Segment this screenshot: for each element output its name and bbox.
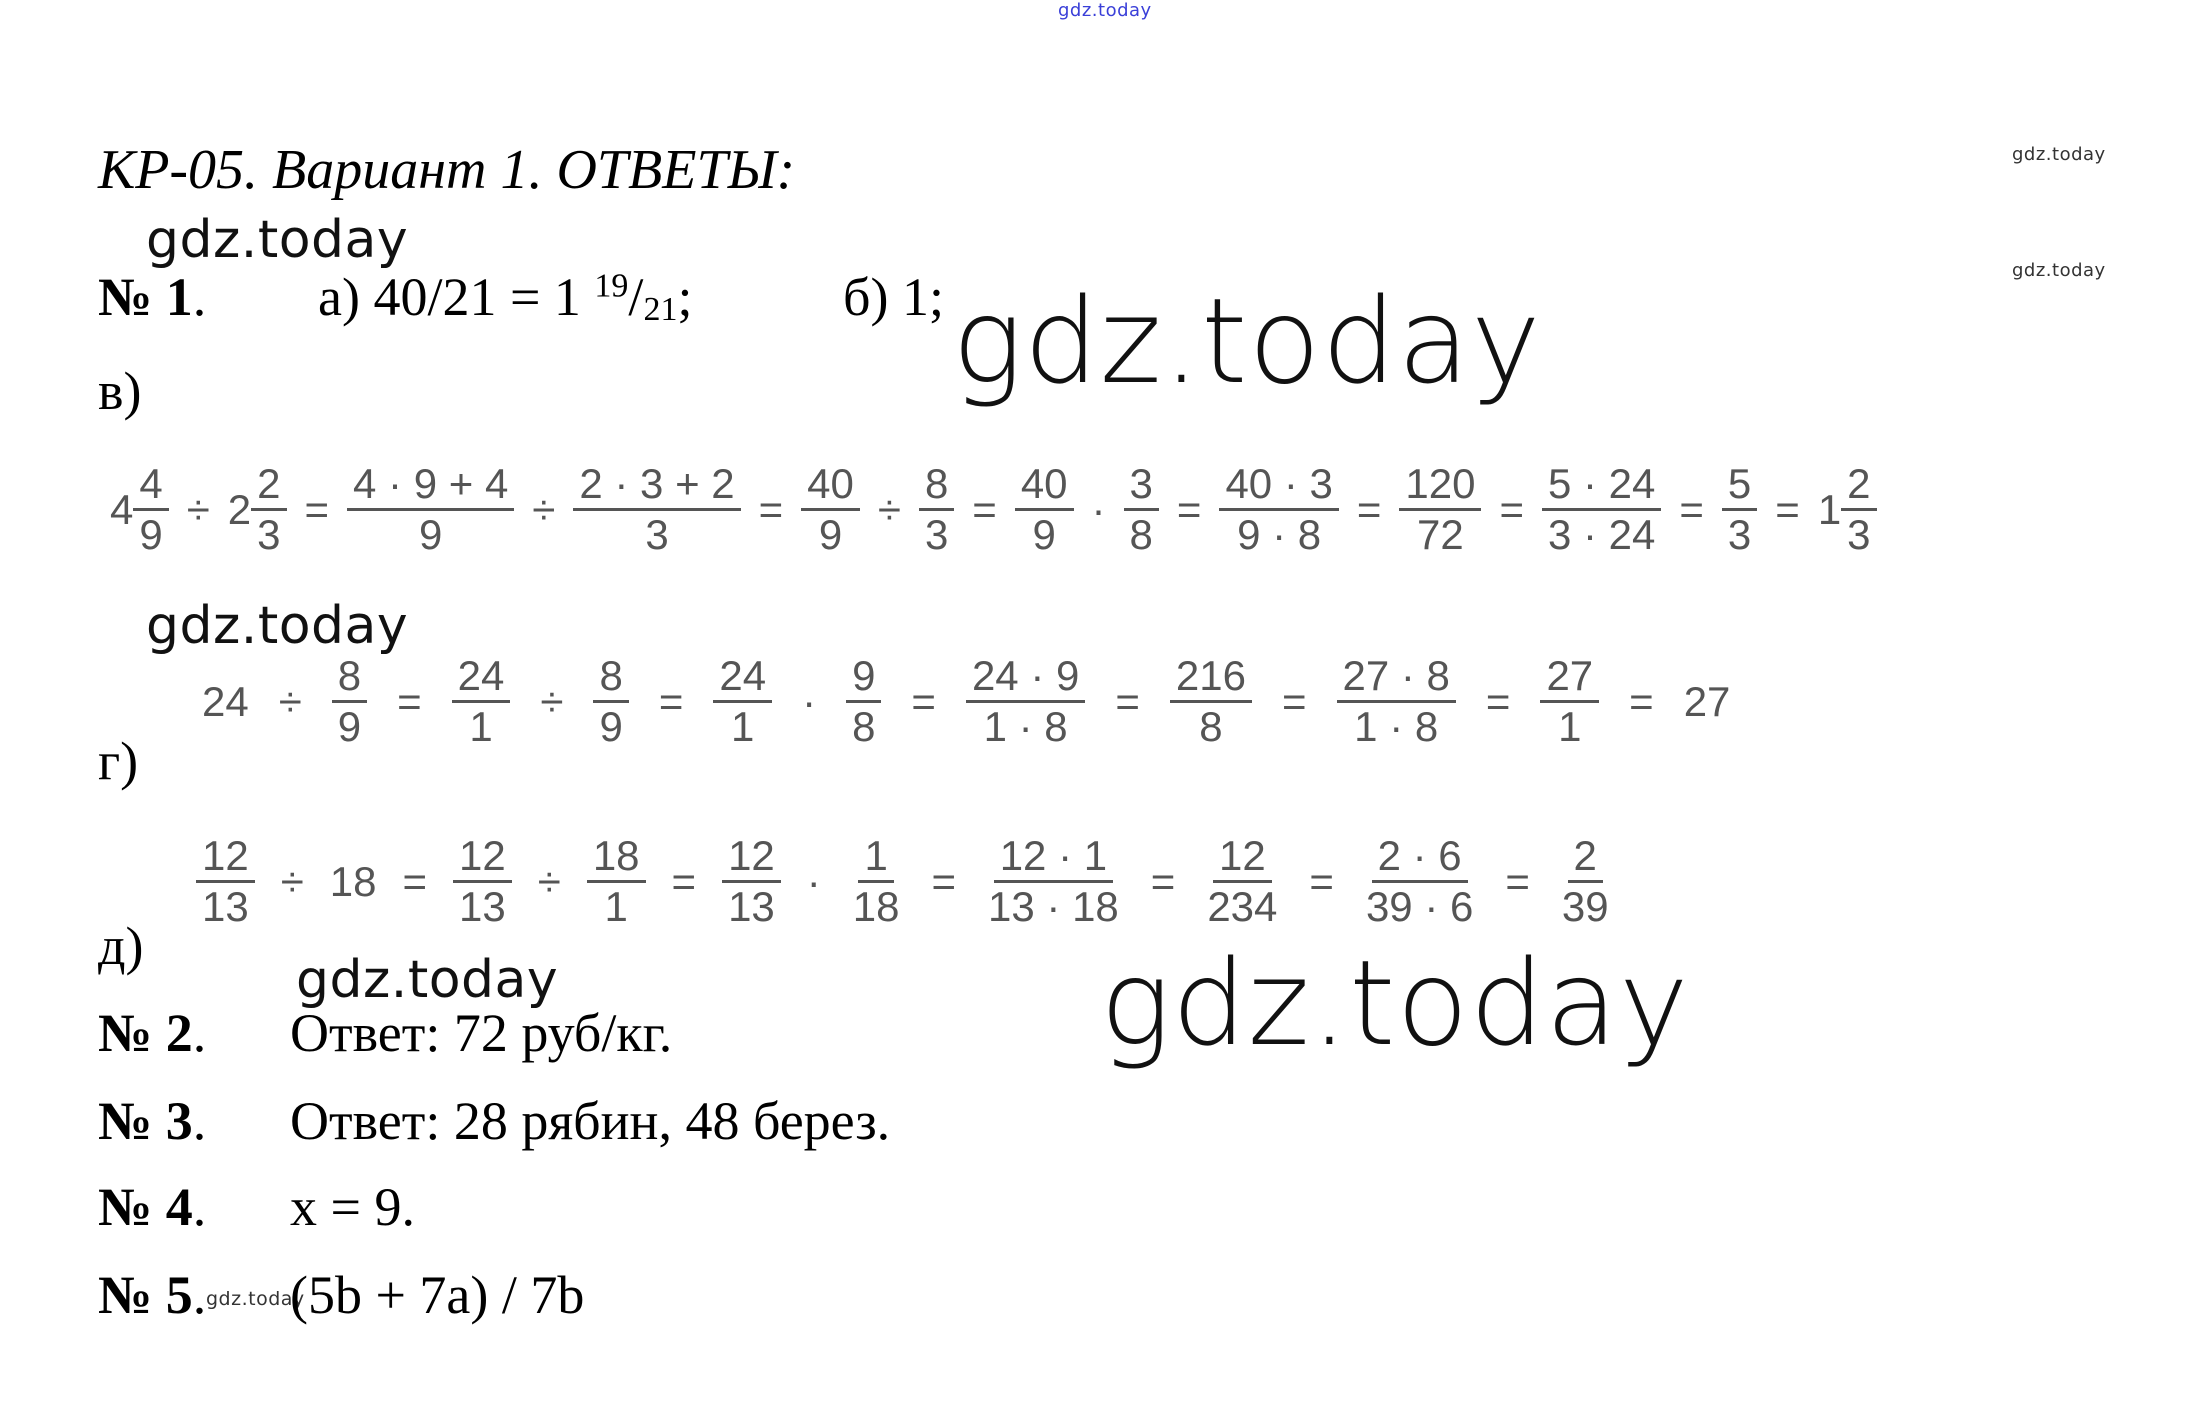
fraction bbox=[332, 652, 367, 752]
fraction bbox=[196, 832, 255, 932]
task-dot: . bbox=[192, 1265, 207, 1325]
fraction-denominator: 13 · 18 bbox=[988, 883, 1119, 931]
fraction-numerator: 5 · 24 bbox=[1542, 460, 1661, 511]
watermark-top-right: gdz.today bbox=[2012, 144, 2106, 165]
fraction-numerator: 4 · 9 + 4 bbox=[347, 460, 514, 511]
math-operator: = bbox=[972, 485, 997, 533]
fraction-denominator: 18 bbox=[852, 883, 900, 931]
fraction-denominator: 3 · 24 bbox=[1547, 511, 1656, 559]
fraction bbox=[251, 460, 286, 560]
fraction-numerator: 8 bbox=[919, 460, 954, 511]
fraction-numerator: 12 bbox=[196, 832, 255, 883]
math-operator: = bbox=[397, 677, 422, 725]
fraction-numerator: 40 · 3 bbox=[1219, 460, 1338, 511]
watermark: gdz.today bbox=[146, 596, 409, 656]
math-operator: = bbox=[1150, 857, 1176, 905]
fraction bbox=[347, 460, 514, 560]
math-operator: · bbox=[806, 857, 821, 905]
fraction-numerator: 2 bbox=[1568, 832, 1603, 883]
label-v: в) bbox=[98, 361, 142, 421]
fraction-denominator: 39 · 6 bbox=[1365, 883, 1474, 931]
fraction-denominator: 1 bbox=[604, 883, 628, 931]
fraction-numerator: 12 bbox=[1213, 832, 1272, 883]
watermark-top: gdz.today bbox=[1058, 0, 1152, 21]
task-number: № 2 bbox=[98, 1003, 193, 1063]
math-operator: ÷ bbox=[278, 677, 302, 725]
fraction-numerator: 12 bbox=[722, 832, 781, 883]
task-5-answer: (5b + 7a) / 7b bbox=[290, 1265, 585, 1325]
label-d: д) bbox=[98, 916, 144, 976]
watermark: gdz.today bbox=[146, 210, 409, 270]
math-operator: ÷ bbox=[532, 485, 556, 533]
math-operator: = bbox=[1309, 857, 1334, 905]
fraction-denominator: 234 bbox=[1207, 883, 1278, 931]
watermark-large: gdz.today bbox=[1100, 934, 1690, 1072]
fraction-numerator: 12 bbox=[453, 832, 512, 883]
fraction-denominator: 8 bbox=[1199, 703, 1223, 751]
fraction-denominator: 3 bbox=[257, 511, 281, 559]
math-operator: = bbox=[758, 485, 784, 533]
fraction-sub: 21 bbox=[643, 291, 678, 329]
fraction bbox=[1542, 460, 1661, 560]
answer-a-end: ; bbox=[677, 267, 693, 327]
page-title: КР-05. Вариант 1. ОТВЕТЫ: bbox=[98, 139, 796, 201]
task-dot: . bbox=[192, 1003, 207, 1063]
fraction-numerator: 12 · 1 bbox=[994, 832, 1113, 883]
fraction-denominator: 9 bbox=[818, 511, 843, 559]
fraction-denominator: 9 bbox=[599, 703, 623, 751]
math-operator: 18 bbox=[329, 857, 377, 905]
fraction bbox=[919, 460, 954, 560]
equation-v bbox=[110, 460, 1877, 560]
fraction bbox=[452, 652, 511, 752]
math-operator: = bbox=[1176, 485, 1202, 533]
fraction-denominator: 13 bbox=[459, 883, 506, 931]
whole-part: 4 bbox=[110, 485, 134, 533]
fraction-denominator: 8 bbox=[1129, 511, 1153, 559]
fraction bbox=[847, 832, 906, 932]
task-dot: . bbox=[192, 1091, 207, 1151]
task-2-answer: Ответ: 72 руб/кг. bbox=[290, 1003, 673, 1063]
fraction-numerator: 3 bbox=[1124, 460, 1159, 511]
math-operator: = bbox=[1281, 677, 1307, 725]
math-operator: = bbox=[911, 677, 936, 725]
math-operator: · bbox=[1091, 485, 1106, 533]
fraction-numerator: 27 · 8 bbox=[1337, 652, 1456, 703]
fraction bbox=[587, 832, 646, 932]
fraction-denominator: 13 bbox=[728, 883, 775, 931]
fraction bbox=[1722, 460, 1757, 560]
fraction-numerator: 24 · 9 bbox=[966, 652, 1085, 703]
mixed-number bbox=[228, 460, 287, 560]
fraction-numerator: 18 bbox=[587, 832, 646, 883]
fraction-numerator: 5 bbox=[1722, 460, 1757, 511]
fraction-denominator: 9 bbox=[139, 511, 163, 559]
fraction-denominator: 9 bbox=[1032, 511, 1056, 559]
fraction-denominator: 1 bbox=[731, 703, 755, 751]
fraction bbox=[1841, 460, 1876, 560]
fraction-numerator: 40 bbox=[1015, 460, 1074, 511]
fraction bbox=[1399, 460, 1481, 560]
fraction bbox=[722, 832, 781, 932]
fraction-denominator: 8 bbox=[852, 703, 876, 751]
fraction-numerator: 9 bbox=[846, 652, 881, 703]
math-operator: ÷ bbox=[877, 485, 901, 533]
fraction-numerator: 4 bbox=[133, 460, 168, 511]
fraction-denominator: 9 bbox=[418, 511, 443, 559]
fraction bbox=[982, 832, 1125, 932]
fraction-denominator: 9 bbox=[337, 703, 362, 751]
math-operator: · bbox=[802, 677, 817, 725]
task-number: № 3 bbox=[98, 1091, 193, 1151]
fraction bbox=[593, 652, 628, 752]
fraction-numerator: 40 bbox=[801, 460, 860, 511]
watermark: gdz.today bbox=[296, 950, 559, 1010]
math-operator: = bbox=[1485, 677, 1511, 725]
fraction-numerator: 2 bbox=[1841, 460, 1876, 511]
task-4-answer: x = 9. bbox=[290, 1177, 415, 1237]
fraction bbox=[1124, 460, 1159, 560]
fraction-denominator: 3 bbox=[924, 511, 949, 559]
answer-a-text: а) 40/21 = 1 bbox=[318, 267, 595, 327]
watermark-small: gdz.today bbox=[206, 1288, 305, 1310]
math-operator: = bbox=[1775, 485, 1800, 533]
fraction bbox=[1556, 832, 1615, 932]
fraction-denominator: 1 · 8 bbox=[1354, 703, 1439, 751]
math-operator: 24 bbox=[202, 677, 249, 725]
fraction-numerator: 216 bbox=[1170, 652, 1252, 703]
fraction bbox=[1201, 832, 1283, 932]
fraction-slash: / bbox=[628, 267, 644, 327]
fraction-numerator: 8 bbox=[593, 652, 628, 703]
mixed-number bbox=[1818, 460, 1877, 560]
task-3-answer: Ответ: 28 рябин, 48 берез. bbox=[290, 1091, 891, 1151]
fraction-numerator: 8 bbox=[332, 652, 367, 703]
math-operator: = bbox=[1679, 485, 1704, 533]
fraction bbox=[713, 652, 772, 752]
math-operator: = bbox=[671, 857, 697, 905]
task-number: № 1 bbox=[98, 267, 193, 327]
task-4-line bbox=[98, 1176, 206, 1238]
task-1b-answer: б) 1; bbox=[843, 267, 944, 327]
math-operator: = bbox=[1505, 857, 1530, 905]
task-1a-answer bbox=[318, 266, 692, 328]
math-operator: = bbox=[1356, 485, 1382, 533]
math-operator: ÷ bbox=[540, 677, 564, 725]
fraction-denominator: 72 bbox=[1417, 511, 1464, 559]
math-operator: ÷ bbox=[186, 485, 210, 533]
fraction bbox=[1337, 652, 1456, 752]
fraction-denominator: 1 · 8 bbox=[983, 703, 1068, 751]
fraction bbox=[846, 652, 881, 752]
fraction-denominator: 39 bbox=[1561, 883, 1609, 931]
fraction-numerator: 24 bbox=[713, 652, 772, 703]
math-operator: = bbox=[1629, 677, 1654, 725]
fraction bbox=[966, 652, 1085, 752]
fraction-numerator: 24 bbox=[452, 652, 511, 703]
math-operator: 27 bbox=[1683, 677, 1731, 725]
fraction bbox=[1360, 832, 1479, 932]
fraction bbox=[1170, 652, 1252, 752]
watermark-top-right: gdz.today bbox=[2012, 260, 2106, 281]
math-operator: = bbox=[402, 857, 428, 905]
task-number: № 4 bbox=[98, 1177, 193, 1237]
fraction-denominator: 3 bbox=[645, 511, 669, 559]
fraction bbox=[1540, 652, 1599, 752]
fraction bbox=[453, 832, 512, 932]
fraction-numerator: 1 bbox=[858, 832, 893, 883]
fraction-numerator: 2 bbox=[251, 460, 286, 511]
fraction-numerator: 120 bbox=[1399, 460, 1481, 511]
math-operator: = bbox=[1499, 485, 1524, 533]
math-operator: = bbox=[931, 857, 957, 905]
task-5-line bbox=[98, 1264, 206, 1326]
fraction bbox=[133, 460, 168, 560]
fraction-denominator: 13 bbox=[202, 883, 249, 931]
math-operator: ÷ bbox=[537, 857, 561, 905]
math-operator: = bbox=[1115, 677, 1140, 725]
whole-part: 2 bbox=[227, 485, 252, 533]
fraction-denominator: 9 · 8 bbox=[1237, 511, 1322, 559]
label-g: г) bbox=[98, 731, 139, 791]
fraction bbox=[801, 460, 860, 560]
whole-part: 1 bbox=[1817, 485, 1842, 533]
fraction-numerator: 2 · 3 + 2 bbox=[573, 460, 740, 511]
fraction-numerator: 2 · 6 bbox=[1372, 832, 1468, 883]
fraction-denominator: 1 bbox=[1558, 703, 1582, 751]
fraction bbox=[573, 460, 740, 560]
equation-d bbox=[196, 832, 1615, 932]
task-number: № 5 bbox=[98, 1265, 193, 1325]
task-3-line bbox=[98, 1090, 206, 1152]
task-2-line bbox=[98, 1002, 206, 1064]
fraction-sup: 19 bbox=[594, 267, 629, 305]
fraction-numerator: 27 bbox=[1540, 652, 1599, 703]
mixed-number bbox=[110, 460, 169, 560]
watermark-large: gdz.today bbox=[952, 272, 1542, 410]
fraction-denominator: 3 bbox=[1847, 511, 1871, 559]
task-dot: . bbox=[192, 1177, 207, 1237]
math-operator: = bbox=[658, 677, 684, 725]
fraction bbox=[1219, 460, 1338, 560]
math-operator: ÷ bbox=[280, 857, 304, 905]
fraction-denominator: 1 bbox=[469, 703, 493, 751]
fraction bbox=[1015, 460, 1074, 560]
equation-g bbox=[202, 652, 1730, 752]
math-operator: = bbox=[304, 485, 330, 533]
fraction-denominator: 3 bbox=[1727, 511, 1752, 559]
task-1-line: № 1. bbox=[98, 267, 207, 327]
